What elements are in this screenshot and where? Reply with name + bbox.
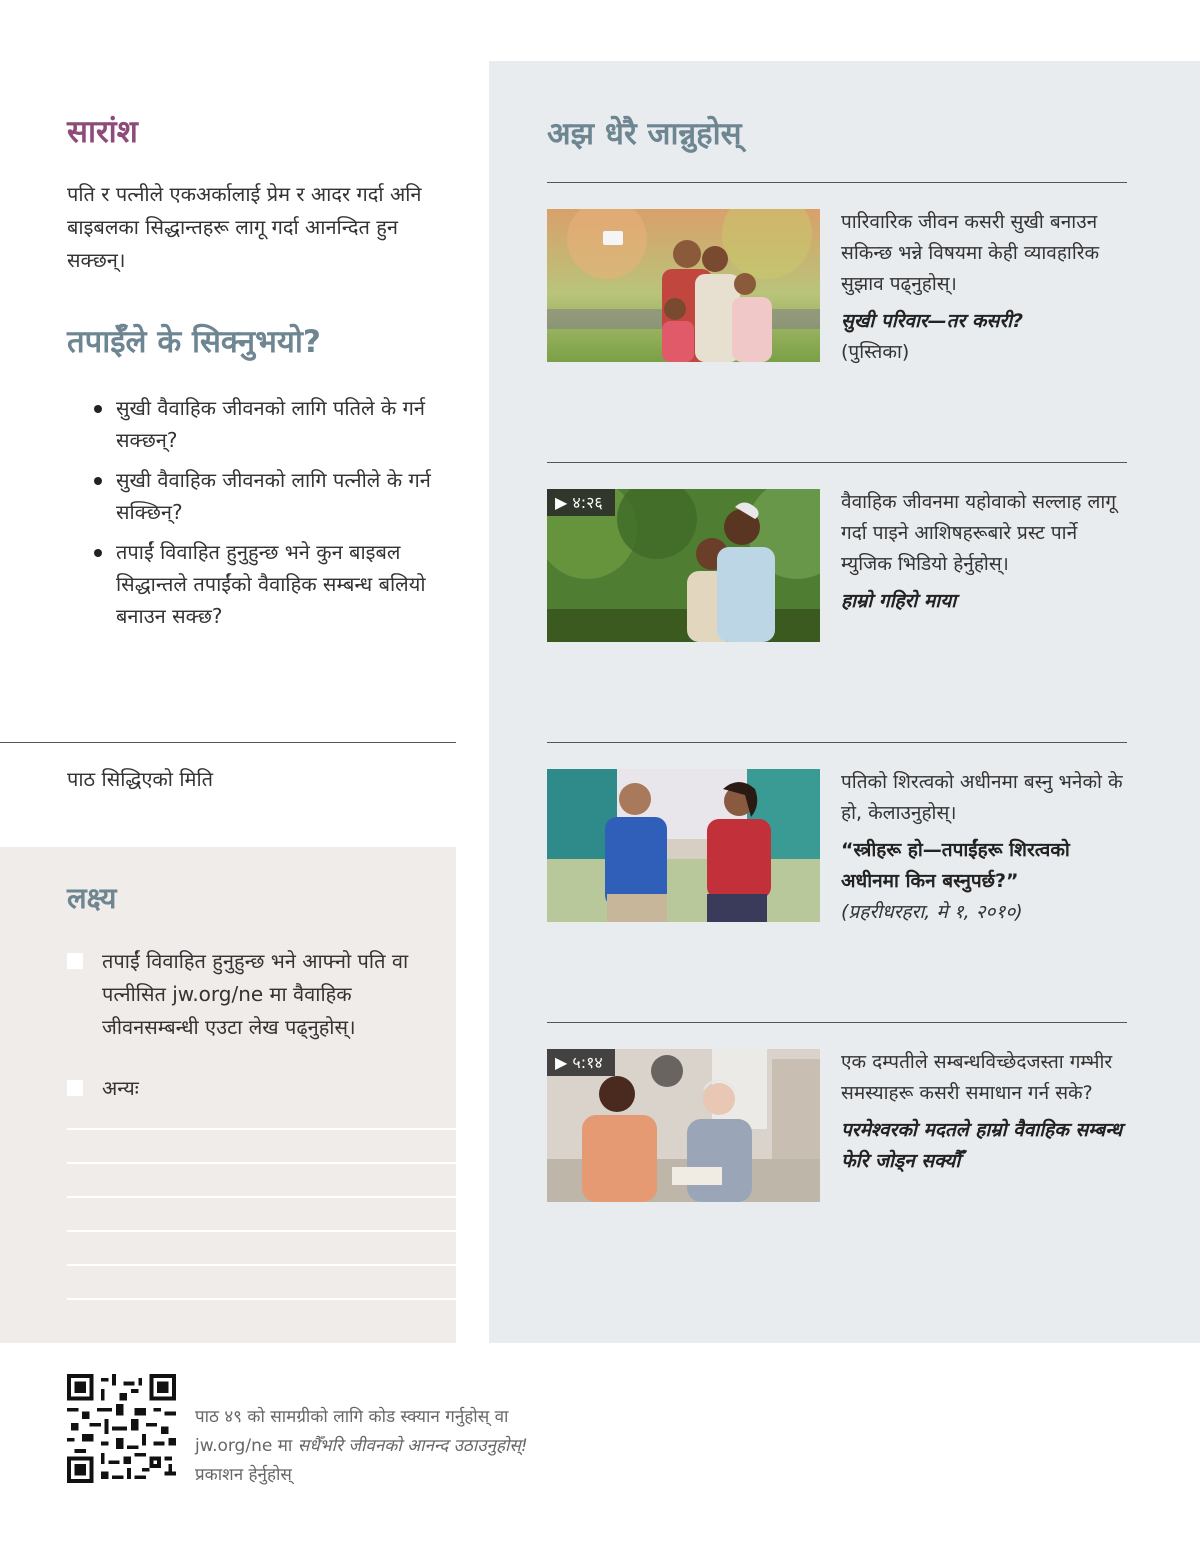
card-4-text (841, 1047, 1131, 1177)
goal-item (67, 945, 427, 1044)
video-title-link[interactable]: हाम्रो गहिरो माया (841, 590, 957, 612)
footer-line-2 (195, 1432, 615, 1461)
review-question: तपाईं विवाहित हुनुहुन्छ भने कुन बाइबल सिद्धान्तले तपाईंको वैवाहिक सम्बन्ध बलियो बनाउन सक्छ? (92, 536, 462, 632)
goal-item-text: अन्यः (102, 1076, 139, 1100)
footer-note (195, 1403, 615, 1490)
article-source: (प्रहरीधरहरा, मे १, २०१०) (841, 901, 1023, 923)
card-description: पतिको शिरत्वको अधीनमा बस्नु भनेको के हो, केलाउनुहोस्। (841, 771, 1123, 824)
summary-text: पति र पत्नीले एकअर्कालाई प्रेम र आदर गर्दा अनि बाइबलका सिद्धान्तहरू लागू गर्दा आनन्दित हुन सक्छन्। (67, 182, 422, 272)
video-duration-badge: ▶ ५:१४ (547, 1049, 615, 1076)
goal-checkbox[interactable] (67, 953, 83, 969)
card-description: पारिवारिक जीवन कसरी सुखी बनाउन सकिन्छ भन्ने विषयमा केही व्यावहारिक सुझाव पढ्नुहोस्। (841, 211, 1100, 295)
video-thumbnail-marriage-restored[interactable] (547, 1049, 820, 1202)
learn-more-title: अझ धेरै जान्नुहोस् (547, 116, 742, 152)
write-line[interactable] (67, 1230, 456, 1232)
lesson-completed-date-label: पाठ सिद्धिएको मिति (67, 767, 214, 791)
goal-checkbox[interactable] (67, 1080, 83, 1096)
card-description: वैवाहिक जीवनमा यहोवाको सल्लाह लागू गर्दा पाइने आशिषहरूबारे प्रस्ट पार्ने म्युजिक भिडियो हेर्नुहोस्। (841, 491, 1117, 575)
card-3-text (841, 767, 1131, 928)
family-selfie-image[interactable] (547, 209, 820, 362)
divider (547, 742, 1127, 743)
couple-conversation-image[interactable] (547, 769, 820, 922)
card-2-text (841, 487, 1131, 617)
footer-line-3: प्रकाशन हेर्नुहोस् (195, 1465, 292, 1485)
goal-item-text: तपाईं विवाहित हुनुहुन्छ भने आफ्नो पति वा पत्नीसित jw.org/ne मा वैवाहिक जीवनसम्बन्धी एउटा लेख पढ्नुहोस्। (102, 949, 409, 1039)
publication-title-link[interactable]: सुखी परिवार—तर कसरी? (841, 310, 1024, 332)
footer-link[interactable]: jw.org/ne मा (195, 1436, 298, 1456)
divider (547, 462, 1127, 463)
footer-publication-title: सधैँभरि जीवनको आनन्द उठाउनुहोस्! (297, 1436, 528, 1456)
review-question: सुखी वैवाहिक जीवनको लागि पतिले के गर्न सक्छन्? (92, 392, 462, 456)
divider (0, 742, 456, 743)
write-line[interactable] (67, 1196, 456, 1198)
video-thumbnail-our-deep-love[interactable] (547, 489, 820, 642)
summary-title: सारांश (67, 114, 138, 150)
video-title-link[interactable]: परमेश्वरको मदतले हाम्रो वैवाहिक सम्बन्ध फेरि जोड्न सक्यौँ (841, 1119, 1123, 1172)
divider (547, 1022, 1127, 1023)
publication-type: (पुस्तिका) (841, 341, 910, 363)
video-duration-badge: ▶ ४:२६ (547, 489, 615, 516)
qr-code-icon[interactable] (67, 1374, 176, 1483)
review-questions (92, 392, 462, 640)
write-line[interactable] (67, 1298, 456, 1300)
goal-item-other (67, 1072, 427, 1105)
goal-title: लक्ष्य (67, 881, 117, 915)
footer-line-1: पाठ ४९ को सामग्रीको लागि कोड स्क्यान गर्नुहोस् वा (195, 1407, 509, 1427)
review-question: सुखी वैवाहिक जीवनको लागि पत्नीले के गर्न सक्छिन्? (92, 464, 462, 528)
write-line[interactable] (67, 1162, 456, 1164)
write-line[interactable] (67, 1128, 456, 1130)
card-1-text (841, 207, 1131, 368)
article-title-link[interactable]: “स्त्रीहरू हो—तपाईंहरू शिरत्वको अधीनमा किन बस्नुपर्छ?” (841, 839, 1070, 892)
learned-title: तपाईँले के सिक्नुभयो? (67, 324, 321, 360)
card-description: एक दम्पतीले सम्बन्धविच्छेदजस्ता गम्भीर समस्याहरू कसरी समाधान गर्न सके? (841, 1051, 1113, 1104)
divider (547, 182, 1127, 183)
write-line[interactable] (67, 1264, 456, 1266)
